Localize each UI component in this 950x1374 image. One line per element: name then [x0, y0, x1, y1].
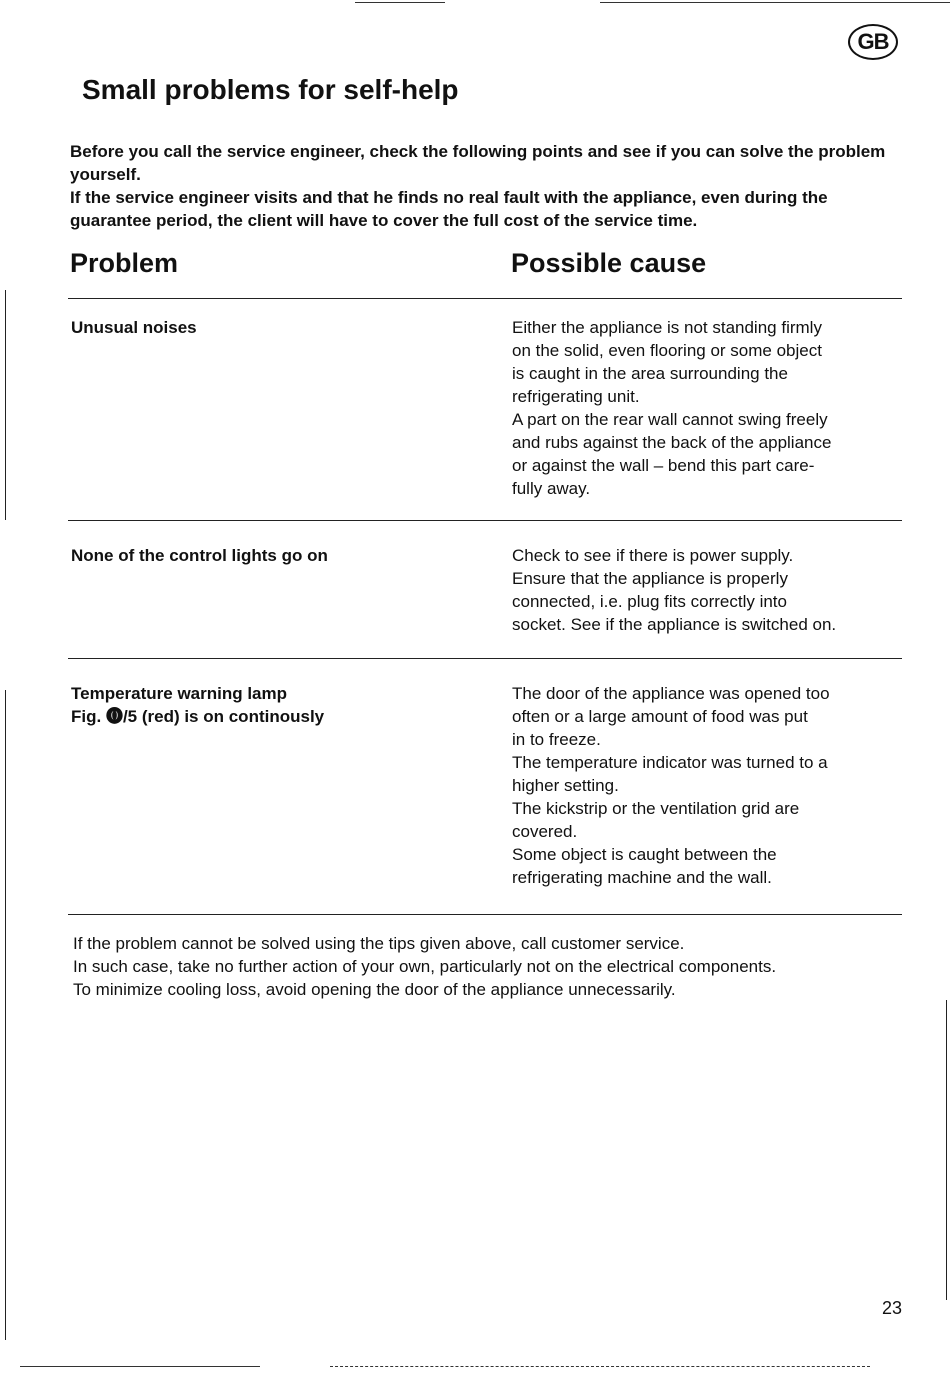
- cause-line: The temperature indicator was turned to a: [512, 753, 828, 772]
- top-scan-line: [600, 2, 950, 3]
- left-scan-edge: [5, 290, 6, 520]
- cause-column-heading: Possible cause: [511, 248, 707, 278]
- cause-line: The kickstrip or the ventilation grid are: [512, 799, 800, 818]
- footer-line: In such case, take no further action of your own, particularly not on the electrical components.: [73, 957, 777, 976]
- cause-line: Some object is caught between the: [512, 845, 777, 864]
- problem-column-heading: Problem: [70, 248, 179, 278]
- problem-line: Temperature warning lamp: [71, 684, 288, 703]
- cause-line: The door of the appliance was opened too: [512, 684, 830, 703]
- cause-line: Check to see if there is power supply.: [512, 546, 794, 565]
- bottom-scan-dash: [330, 1366, 870, 1367]
- problem-temperature-warning: [71, 682, 471, 728]
- cause-temperature-warning: [512, 682, 892, 889]
- header-divider: [68, 298, 902, 299]
- cause-line: Ensure that the appliance is properly: [512, 569, 788, 588]
- cause-line: socket. See if the appliance is switched on.: [512, 615, 837, 634]
- intro-paragraph-2: If the service engineer visits and that he finds no real fault with the appliance, even during the guarantee period, the client will have to cover the full cost of the service time.: [70, 188, 828, 230]
- problem-line: Unusual noises: [71, 318, 197, 337]
- cause-line: covered.: [512, 822, 578, 841]
- cause-line: higher setting.: [512, 776, 619, 795]
- footer-line: To minimize cooling loss, avoid opening the door of the appliance unnecessarily.: [73, 980, 676, 999]
- left-scan-edge-lower: [5, 690, 6, 1340]
- cause-line: refrigerating unit.: [512, 387, 640, 406]
- cause-line: or against the wall – bend this part care-: [512, 456, 815, 475]
- country-badge: [848, 24, 898, 60]
- cause-line: in to freeze.: [512, 730, 601, 749]
- page-number: 23: [882, 1298, 903, 1318]
- cause-unusual-noises: [512, 316, 892, 500]
- cause-line: fully away.: [512, 479, 591, 498]
- problem-no-control-lights: [71, 544, 471, 567]
- footer-notes: [73, 932, 913, 1001]
- cause-no-control-lights: [512, 544, 892, 636]
- cause-line: often or a large amount of food was put: [512, 707, 808, 726]
- problem-line: Fig. ⓿/5 (red) is on continously: [71, 707, 325, 726]
- cause-line: is caught in the area surrounding the: [512, 364, 788, 383]
- cause-line: refrigerating machine and the wall.: [512, 868, 772, 887]
- footer-line: If the problem cannot be solved using the tips given above, call customer service.: [73, 934, 685, 953]
- cause-line: Either the appliance is not standing firmly: [512, 318, 822, 337]
- row-divider: [68, 520, 902, 521]
- right-scan-edge: [946, 1000, 947, 1300]
- cause-line: connected, i.e. plug fits correctly into: [512, 592, 787, 611]
- cause-line: A part on the rear wall cannot swing freely: [512, 410, 828, 429]
- problem-line: None of the control lights go on: [71, 546, 328, 565]
- top-scan-dash: [355, 2, 445, 3]
- intro-paragraph-1: Before you call the service engineer, check the following points and see if you can solve the problem yourself.: [70, 142, 886, 184]
- problem-unusual-noises: [71, 316, 471, 339]
- page-title: Small problems for self-help: [82, 74, 459, 105]
- cause-line: on the solid, even flooring or some object: [512, 341, 822, 360]
- cause-line: and rubs against the back of the appliance: [512, 433, 832, 452]
- row-divider: [68, 658, 902, 659]
- bottom-scan-line: [20, 1366, 260, 1367]
- table-bottom-divider: [68, 914, 902, 915]
- country-code: GB: [857, 29, 889, 54]
- intro-text: [70, 140, 910, 232]
